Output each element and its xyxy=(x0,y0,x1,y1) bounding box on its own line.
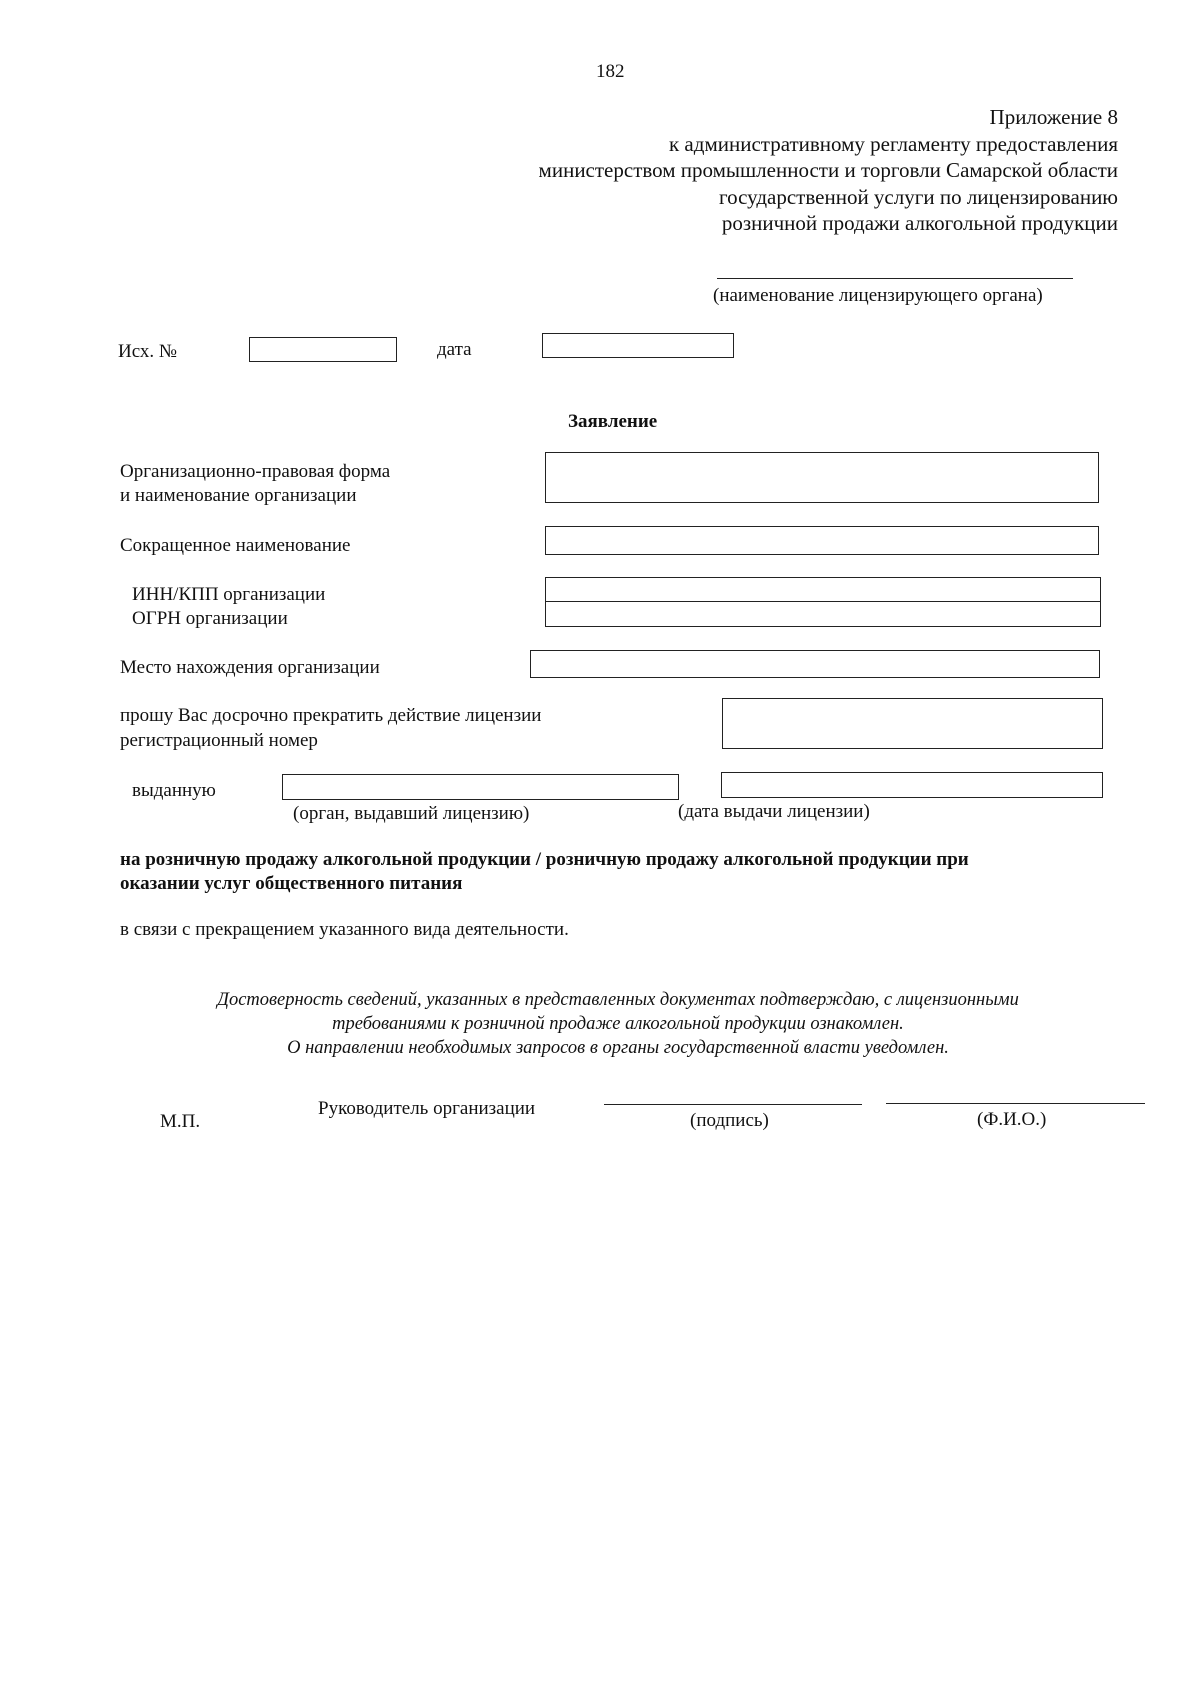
declaration-line-3: О направлении необходимых запросов в органы государственной власти уведомлен. xyxy=(287,1038,949,1058)
scope-line-2: оказании услуг общественного питания xyxy=(120,873,463,894)
appendix-line-2: министерством промышленности и торговли Самарской области xyxy=(538,158,1118,182)
issued-label: выданную xyxy=(132,780,216,801)
org-form-label-2: и наименование организации xyxy=(120,485,357,506)
authority-line[interactable] xyxy=(717,278,1073,279)
stamp-label: М.П. xyxy=(160,1111,201,1132)
name-line[interactable] xyxy=(886,1103,1145,1104)
appendix-line-4: розничной продажи алкогольной продукции xyxy=(721,211,1118,235)
ref-date-label: дата xyxy=(437,339,472,360)
signature-line[interactable] xyxy=(604,1104,862,1105)
location-label: Место нахождения организации xyxy=(120,657,380,678)
reg-number-field[interactable] xyxy=(722,698,1103,749)
location-field[interactable] xyxy=(530,650,1100,678)
appendix-header xyxy=(539,104,1118,237)
short-name-field[interactable] xyxy=(545,526,1099,555)
appendix-line-3: государственной услуги по лицензированию xyxy=(719,184,1118,209)
authority-caption: (наименование лицензирующего органа) xyxy=(713,285,1043,306)
declaration-line-2: требованиями к розничной продаже алкогольной продукции ознакомлен. xyxy=(332,1014,904,1034)
head-label: Руководитель организации xyxy=(318,1098,536,1119)
request-label-2: регистрационный номер xyxy=(120,730,318,751)
inn-kpp-field[interactable] xyxy=(545,577,1101,603)
name-caption: (Ф.И.О.) xyxy=(977,1109,1047,1130)
declaration-line-1: Достоверность сведений, указанных в представленных документах подтверждаю, с лицензионными xyxy=(217,990,1019,1010)
page-number: 182 xyxy=(596,61,625,82)
ogrn-field[interactable] xyxy=(545,601,1101,627)
org-form-label-1: Организационно-правовая форма xyxy=(120,461,391,482)
inn-kpp-label: ИНН/КПП организации xyxy=(132,584,326,605)
issue-date-caption: (дата выдачи лицензии) xyxy=(678,801,870,822)
ref-number-field[interactable] xyxy=(249,337,397,362)
signature-caption: (подпись) xyxy=(690,1110,769,1131)
document-title: Заявление xyxy=(568,411,658,432)
org-form-field[interactable] xyxy=(545,452,1099,503)
ogrn-label: ОГРН организации xyxy=(132,608,288,629)
issuer-caption: (орган, выдавший лицензию) xyxy=(293,803,530,824)
appendix-line-1: к административному регламенту предоставления xyxy=(668,131,1118,156)
issue-date-field[interactable] xyxy=(721,772,1103,798)
appendix-number: Приложение 8 xyxy=(989,105,1118,129)
reason-text: в связи с прекращением указанного вида деятельности. xyxy=(120,919,569,940)
issuer-field[interactable] xyxy=(282,774,679,800)
short-name-label: Сокращенное наименование xyxy=(120,535,351,556)
ref-date-field[interactable] xyxy=(542,333,734,358)
request-label-1: прошу Вас досрочно прекратить действие лицензии xyxy=(120,705,542,726)
ref-number-label: Исх. № xyxy=(118,341,178,362)
scope-line-1: на розничную продажу алкогольной продукции / розничную продажу алкогольной продукции при xyxy=(120,849,969,870)
